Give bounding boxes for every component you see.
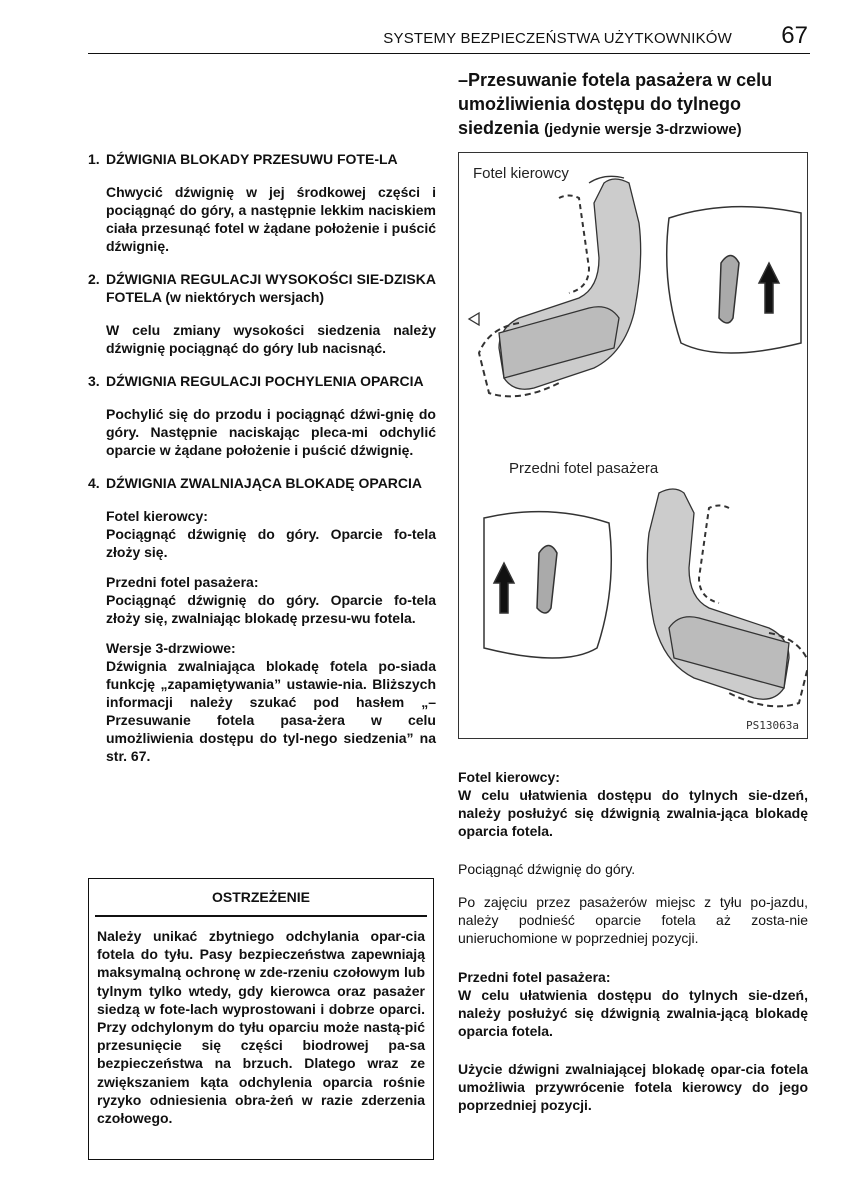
- warning-box: [88, 878, 434, 1160]
- passenger-instructions: Przedni fotel pasażera: W celu ułatwienia dostępu do tylnych sie-dzeń, należy posłużyć się dźwignią zwalnia-jącą blokadę oparcia fotela.: [458, 969, 808, 1039]
- left-column: [88, 150, 436, 777]
- list-item: 2. DŹWIGNIA REGULACJI WYSOKOŚCI SIE-DZISKA FOTELA (w niektórych wersjach): [88, 271, 436, 305]
- warning-title: OSTRZEŻENIE: [211, 889, 310, 905]
- warning-rule: [95, 915, 427, 917]
- sub-3door: Wersje 3-drzwiowe: Dźwignia zwalniająca blokadę fotela po-siada funkcję „zapamiętywania” ustawie-nia. Bliższych informacji należy szukać pod hasłem „–Przesuwanie fotela pasa-żera w celu umożliwienia dostępu do tyl-nego siedzenia” na str. 67.: [106, 640, 436, 764]
- item-body: Pochylić się do przodu i pociągnąć dźwi-gnię do góry. Następnie naciskając pleca-mi odchylić oparcie w żądane położenie i puścić dźwignię.: [106, 406, 436, 458]
- list-item: 1. DŹWIGNIA BLOKADY PRZESUWU FOTE-LA: [88, 151, 398, 167]
- page-number: 67: [781, 22, 808, 49]
- right-heading: –Przesuwanie fotela pasażera w celu umożliwienia dostępu do tylnego siedzenia (jedynie wersje 3-drzwiowe): [458, 70, 773, 138]
- lever-zoom-top: [667, 207, 801, 353]
- list-item: 3. DŹWIGNIA REGULACJI POCHYLENIA OPARCIA: [88, 373, 424, 389]
- lever-zoom-bottom: [484, 512, 611, 658]
- figure-code: PS13063a: [746, 719, 799, 732]
- item-body: Chwycić dźwignię w jej środkowej części i pociągnąć do góry, a następnie lekkim naciskiem ciała przesunąć fotel w żądane położenie i puścić dźwignię.: [106, 184, 436, 254]
- driver-seat-drawing: [469, 176, 641, 396]
- header-rule: [88, 53, 810, 54]
- page-header: [88, 22, 810, 54]
- driver-instructions: Fotel kierowcy: W celu ułatwienia dostępu do tylnych sie-dzeń, należy posłużyć się dźwignią zwalnia-jąca blokadę oparcia fotela.: [458, 769, 808, 839]
- section-title: SYSTEMY BEZPIECZEŃSTWA UŻYTKOWNIKÓW: [383, 30, 732, 47]
- list-item: 4. DŹWIGNIA ZWALNIAJĄCA BLOKADĘ OPARCIA: [88, 475, 423, 491]
- warning-text: Należy unikać zbytniego odchylania opar-cia fotela do tyłu. Pasy bezpieczeństwa zapewniają maksymalną ochronę w zde-rzeniu czołowym lub tylnym tylko wtedy, gdy kierowca oraz pasażer siedzą w fote-lach wyprostowani i dobrze oparci. Przy odchylonym do tyłu oparciu może nastą-pić przesunięcie się części biodrowej pa-sa bezpieczeństwa na brzuch. Dlatego wraz ze zwiększaniem kąta odchylenia oparcia rośnie ryzyko odniesienia obra-żeń w razie zderzenia czołowego.: [97, 928, 425, 1127]
- sub-driver: Fotel kierowcy: Pociągnąć dźwignię do góry. Oparcie fo-tela złoży się.: [106, 508, 436, 560]
- sub-passenger: Przedni fotel pasażera: Pociągnąć dźwignię do góry. Oparcie fo-tela złoży się, zwalniając blokadę przesu-wu fotela.: [106, 574, 436, 626]
- figure-caption-passenger: Przedni fotel pasażera: [509, 460, 659, 477]
- passenger-seat-drawing: [647, 489, 807, 706]
- item-body: W celu zmiany wysokości siedzenia należy dźwignię pociągnąć do góry lub nacisnąć.: [106, 322, 436, 356]
- figure-caption-driver: Fotel kierowcy: [473, 165, 569, 182]
- seat-figure: [458, 152, 808, 739]
- pull-instruction: Pociągnąć dźwignię do góry.: [458, 861, 636, 877]
- final-note: Użycie dźwigni zwalniającej blokadę opar-cia fotela umożliwia przywrócenie fotela kierowcy do jego poprzedniej pozycji.: [458, 1061, 808, 1113]
- seat-illustration: [459, 153, 807, 738]
- after-instruction: Po zajęciu przez pasażerów miejsc z tyłu po-jazdu, należy podnieść oparcie fotela aż zosta-nie unieruchomione w poprzedniej pozycji.: [458, 894, 808, 946]
